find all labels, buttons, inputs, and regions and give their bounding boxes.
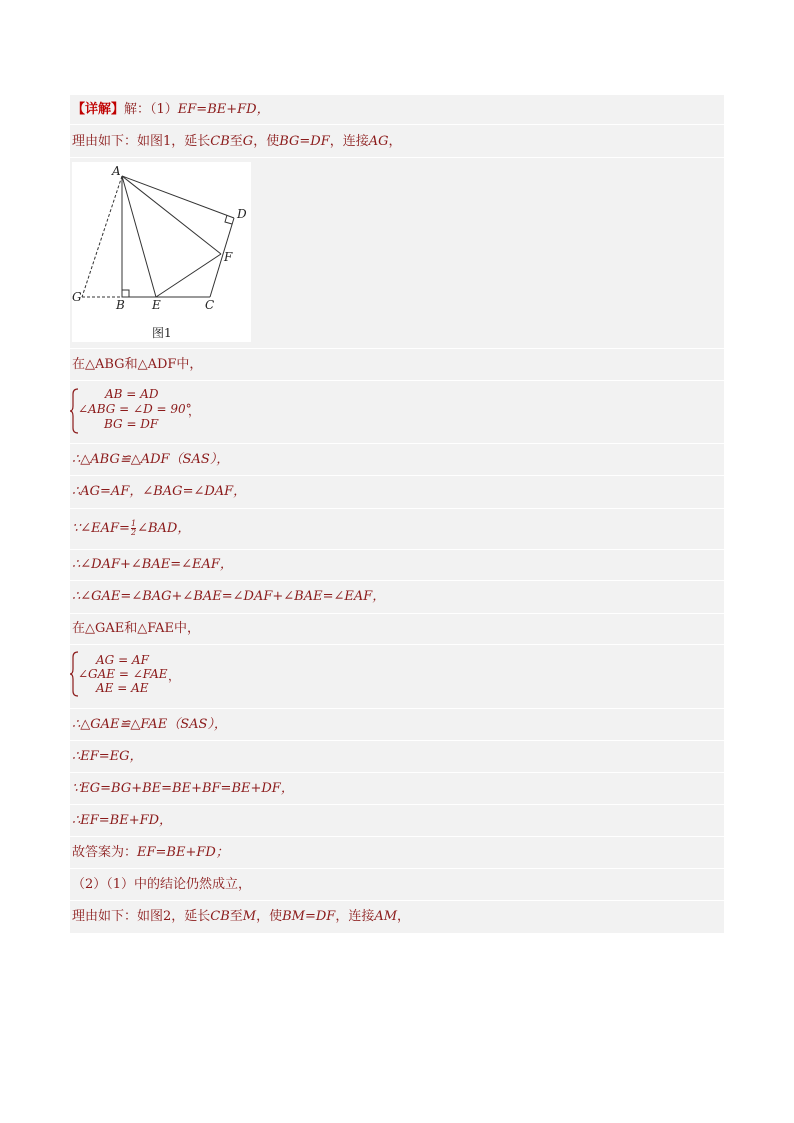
label-F: F	[224, 250, 233, 264]
row-separator	[70, 580, 724, 581]
triangle-compare-line-1: 在△ABG和△ADF中，	[72, 357, 203, 372]
consequence-line-2: ∴EF=EG，	[72, 749, 143, 764]
conclusion-line: ∴EF=BE+FD，	[72, 813, 173, 828]
system1-row2: ∠ABG = ∠D = 90°	[78, 402, 192, 416]
label-B: B	[116, 298, 125, 312]
row-separator	[70, 868, 724, 869]
part2-heading: （2）（1）中的结论仍然成立，	[72, 877, 252, 892]
row-separator	[70, 348, 724, 349]
figure-caption: 图1	[152, 326, 172, 340]
system2-row2: ∠GAE = ∠FAE	[78, 667, 168, 681]
math-segment: EF=BE+FD；	[137, 845, 229, 860]
detail-heading-line	[72, 102, 270, 118]
row-separator	[70, 157, 724, 158]
text-segment: 至	[229, 909, 243, 924]
row-separator	[70, 708, 724, 709]
text-segment: 理由如下：如图2，延长	[72, 909, 211, 924]
row-separator	[70, 644, 724, 645]
row-separator	[70, 772, 724, 773]
row-separator	[70, 508, 724, 509]
text-segment: ，连接	[329, 134, 369, 149]
system2-row3: AE = AE	[96, 681, 149, 695]
fraction-denominator: 2	[130, 528, 137, 537]
geometry-figure-1	[72, 162, 251, 342]
angle-sum-line: ∴∠DAF+∠BAE=∠EAF，	[72, 557, 233, 572]
fraction-numerator: 1	[130, 519, 137, 528]
label-G: G	[72, 290, 82, 304]
row-separator	[70, 613, 724, 614]
detail-tag: 【详解】	[72, 102, 125, 117]
label-E: E	[152, 298, 161, 312]
label-D: D	[237, 207, 247, 221]
congruence-line-2: ∴△GAE≌△FAE（SAS），	[72, 717, 227, 732]
text-segment: ，	[388, 134, 402, 149]
math-segment: CB	[210, 909, 230, 924]
system1-tail: ，	[188, 404, 201, 418]
text-segment: ，	[397, 909, 411, 924]
math-segment: AG	[368, 134, 389, 149]
row-separator	[70, 900, 724, 901]
text-segment: ，使	[253, 134, 280, 149]
system2-tail: ，	[168, 669, 181, 683]
label-C: C	[205, 298, 215, 312]
reason-line-1	[72, 134, 402, 150]
segment-sum-line: ∵EG=BG+BE=BE+BF=BE+DF，	[72, 781, 294, 796]
row-separator	[70, 380, 724, 381]
row-separator	[70, 124, 724, 125]
conclusion-equation: EF=BE+FD，	[177, 102, 270, 117]
consequence-line-1: ∴AG=AF，∠BAG=∠DAF，	[72, 484, 247, 499]
angle-chain-line: ∴∠GAE=∠BAG+∠BAE=∠DAF+∠BAE=∠EAF，	[72, 589, 386, 604]
math-segment: G	[242, 134, 254, 149]
text-segment: ，连接	[335, 909, 375, 924]
math-segment: CB	[210, 134, 230, 149]
text-segment: ∵∠EAF=	[72, 521, 130, 536]
text-segment: 故答案为：	[72, 845, 138, 860]
label-A: A	[112, 164, 121, 178]
congruence-line-1: ∴△ABG≌△ADF（SAS），	[72, 452, 230, 467]
answer-intro: 解：（1）	[124, 102, 178, 117]
math-segment: BM=DF	[282, 909, 336, 924]
text-segment: 至	[229, 134, 243, 149]
system2-row1: AG = AF	[96, 653, 149, 667]
row-separator	[70, 549, 724, 550]
text-segment: 理由如下：如图1，延长	[72, 134, 211, 149]
row-separator	[70, 740, 724, 741]
answer-line	[72, 845, 229, 861]
math-segment: AM	[374, 909, 398, 924]
math-segment: BG=DF	[279, 134, 330, 149]
row-separator	[70, 443, 724, 444]
row-separator	[70, 804, 724, 805]
triangle-compare-line-2: 在△GAE和△FAE中，	[72, 621, 201, 636]
half-angle-line	[72, 520, 190, 537]
system1-row3: BG = DF	[104, 417, 159, 431]
text-segment: ，使	[256, 909, 283, 924]
system1-row1: AB = AD	[105, 387, 159, 401]
text-segment: ∠BAD，	[137, 521, 191, 536]
row-separator	[70, 836, 724, 837]
fraction-one-half	[131, 520, 136, 537]
row-separator	[70, 475, 724, 476]
reason-line-2	[72, 909, 410, 925]
math-segment: M	[242, 909, 257, 924]
